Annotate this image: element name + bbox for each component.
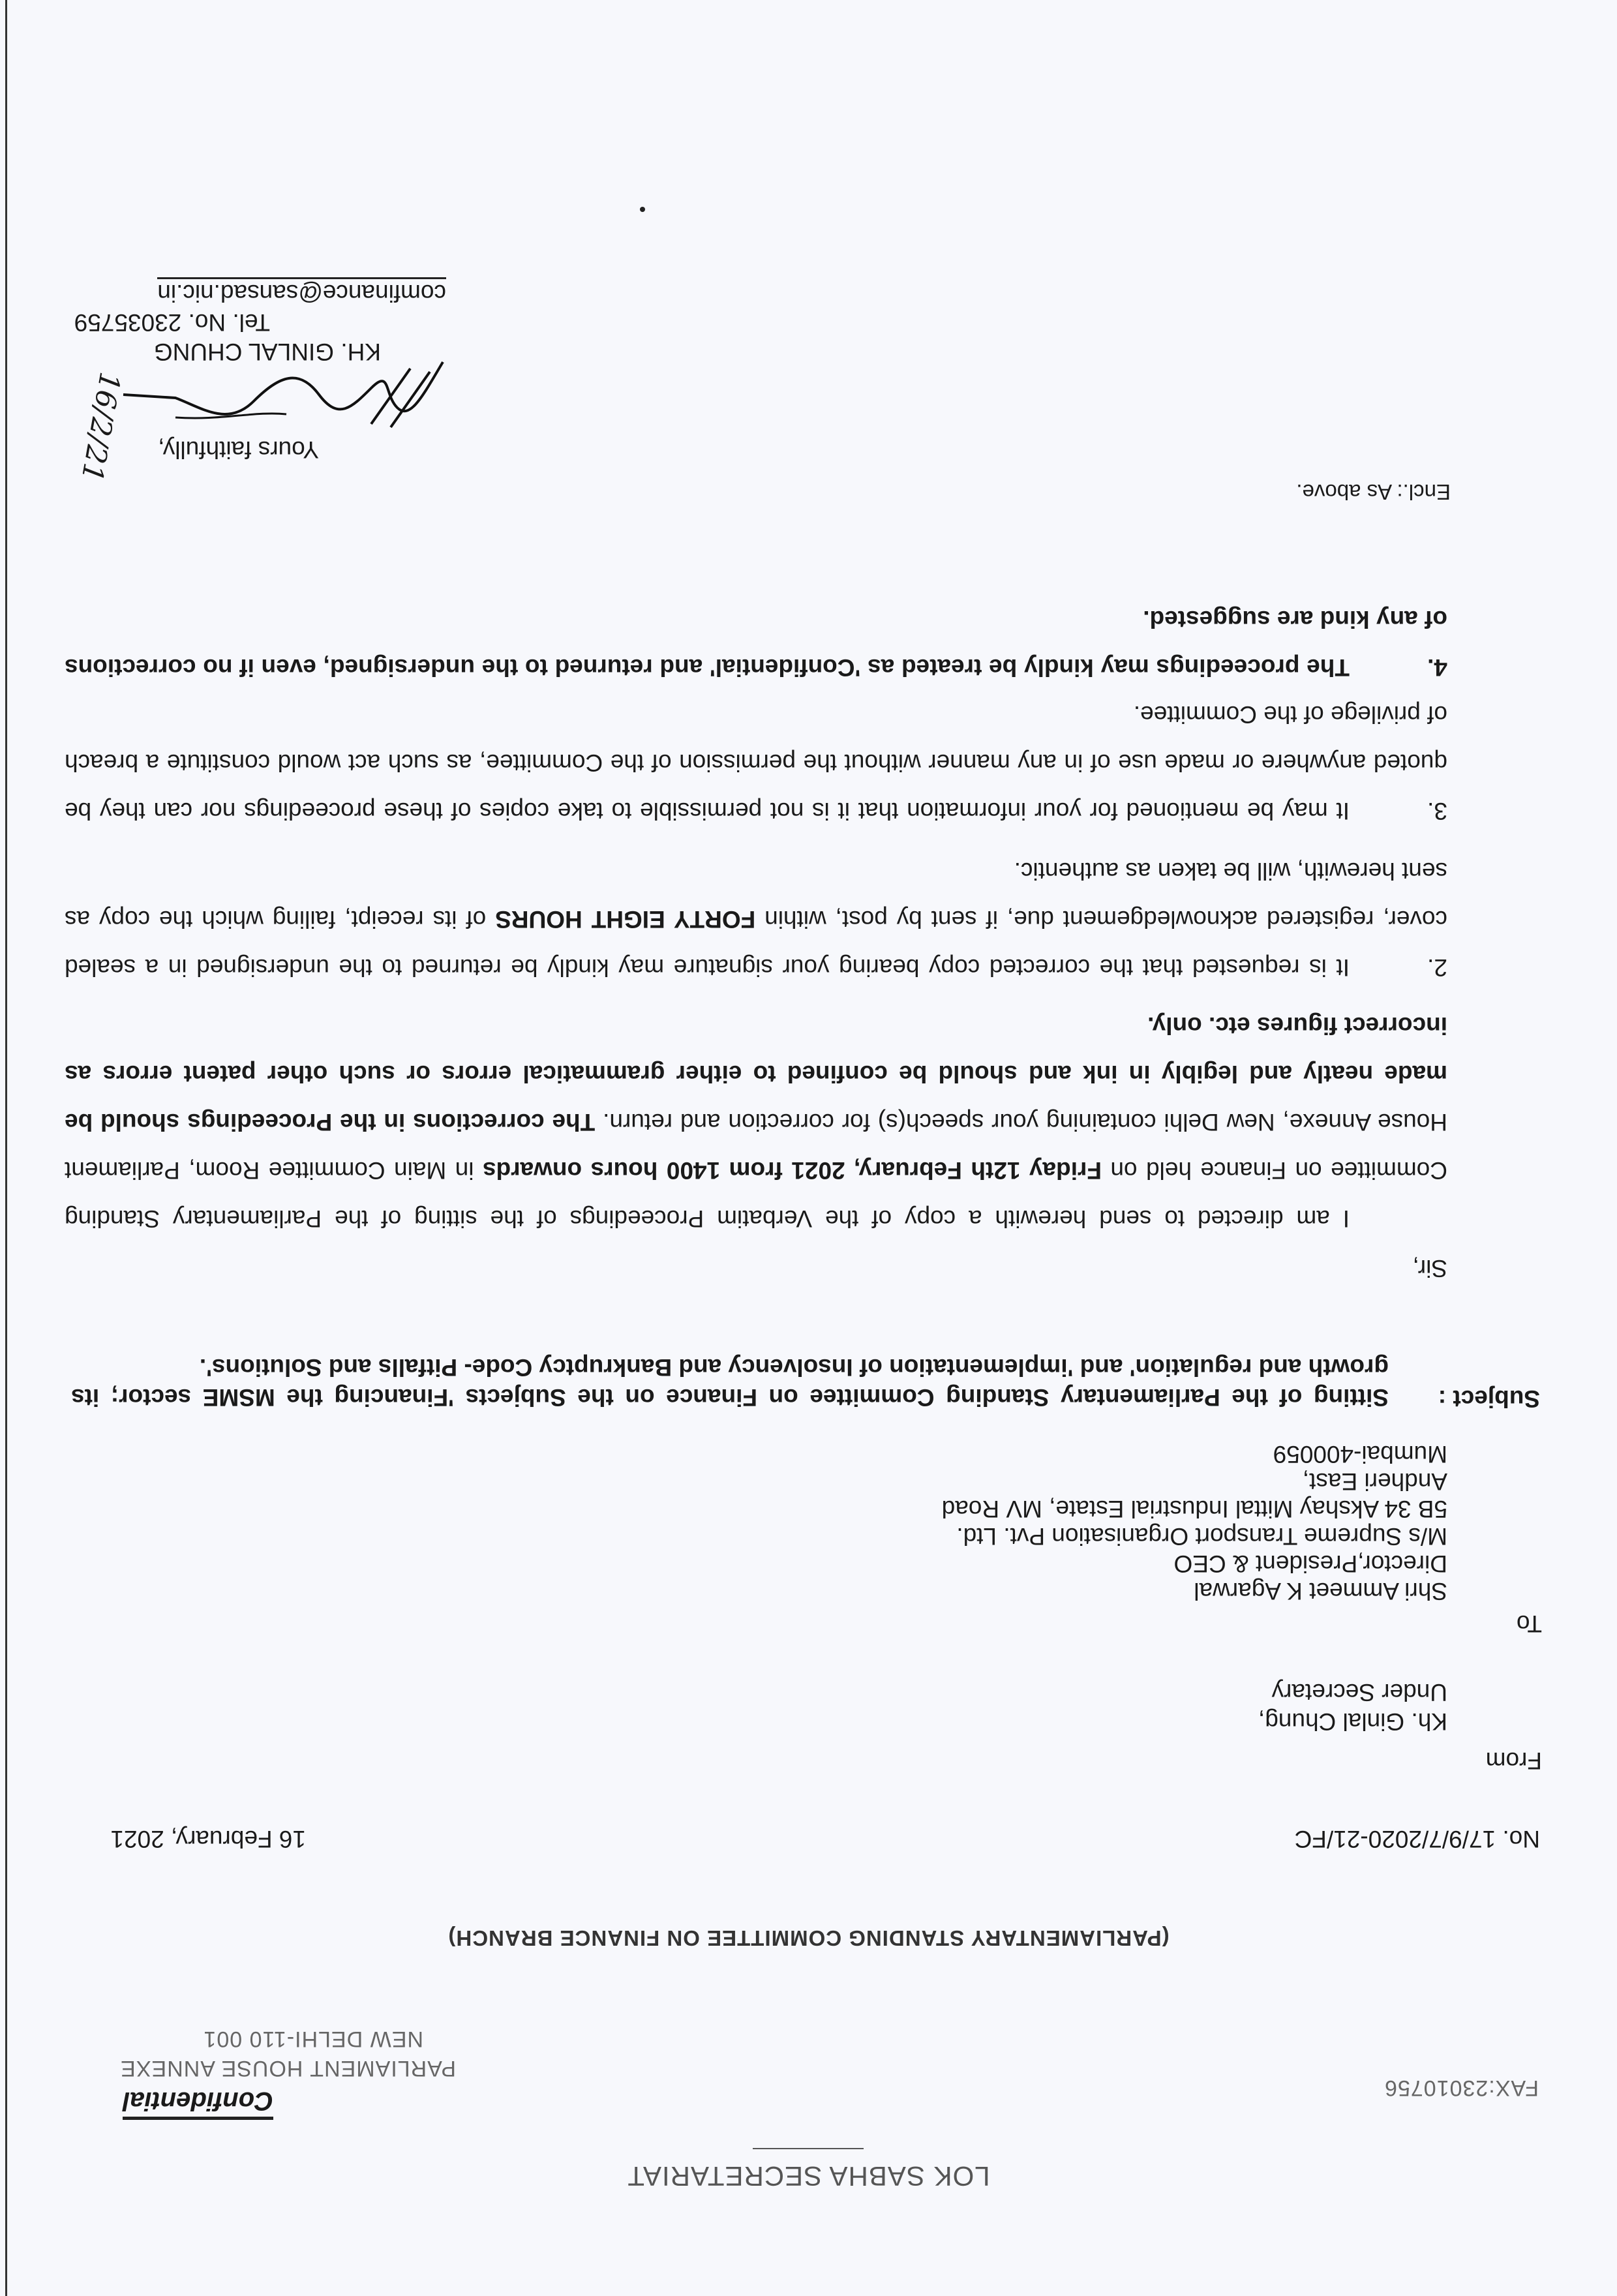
paragraph-3 [65, 690, 1447, 835]
from-designation: Under Secretary [1271, 1679, 1447, 1706]
p1-text-a: I am directed to send herewith a copy of the Verbatim Proceedings of the sitting of the Parliamentary Standing Committee on Finance held on [65, 1157, 1447, 1232]
recipient-line: Director,President & CEO [1173, 1550, 1447, 1577]
p1-instructions: The corrections in the Proceedings should be made neatly and legibly in ink and should be confined to either grammatical errors or such other patent errors as incorrect figures etc. only. [65, 1012, 1447, 1136]
p3-number: 3. [1427, 798, 1447, 824]
paragraph-2 [65, 847, 1447, 991]
p2-text-a: It is requested that the corrected copy bearing your signature may kindly be returned to the undersigned in a sealed cover, registered acknowledgement due, if sent by post, within [65, 906, 1447, 981]
reference-number: No. 17/9/7/2020-21/FC [1294, 1826, 1540, 1852]
fax-number: FAX:23010756 [1384, 2076, 1539, 2100]
p3-text: It may be mentioned for your information that it is not permissible to take copies of these proceedings nor can they be quoted anywhere or made use of in any manner without the permission of the Committee, as such act would constitute a breach of privilege of the Committee. [65, 701, 1447, 824]
to-label: To [1516, 1610, 1542, 1637]
letter-date: 16 February, 2021 [110, 1826, 306, 1852]
paragraph-4 [65, 595, 1447, 691]
p2-deadline: FORTY EIGHT HOURS [495, 906, 756, 933]
letterhead-rule [753, 2148, 864, 2149]
subject-label: Subject : [1438, 1385, 1540, 1412]
enclosure-note: Encl.: As above. [1296, 480, 1451, 504]
confidential-label: Confidential [123, 2086, 273, 2120]
speck-mark [640, 207, 645, 212]
subject-text: Sitting of the Parliamentary Standing Committee on Finance on the Subjects 'Financing the MSME sector; its growth and regulation' and 'implementation of Insolvency and Bankruptcy Code- Pitfalls and Solutions'. [71, 1354, 1389, 1411]
recipient-line: Mumbai-400059 [1273, 1441, 1447, 1468]
address-line-2: NEW DELHI-110 001 [203, 2027, 423, 2051]
p2-text-b: of its receipt, failing which the copy as sent herewith, will be taken as authentic. [64, 858, 1447, 933]
scan-edge-line [5, 0, 7, 2296]
valediction: Yours faithfully, [158, 436, 319, 463]
address-line-1: PARLIAMENT HOUSE ANNEXE [120, 2056, 456, 2081]
recipient-line: Andheri East, [1302, 1468, 1447, 1495]
recipient-line: 5B 34 Akshay Mittal Industrial Estate, MV Road [941, 1496, 1447, 1522]
signatory-name: KH. GINLAL CHUNG [153, 339, 381, 365]
signatory-email[interactable]: comfinance@sansad.nic.in [157, 277, 446, 307]
recipient-address [942, 1440, 1447, 1605]
p4-text: The proceedings may kindly be treated as 'Confidential' and returned to the undersigned, even if no corrections of any kind are suggested. [65, 606, 1447, 681]
p2-number: 2. [1427, 954, 1447, 981]
p4-number: 4. [1427, 654, 1447, 681]
letterhead-office: LOK SABHA SECRETARIAT [627, 2161, 990, 2192]
signatory-tel: Tel. No. 23035759 [74, 309, 270, 336]
from-label: From [1485, 1747, 1542, 1774]
p1-meeting-time: Friday 12th February, 2021 from 1400 hours onwards [482, 1157, 1102, 1184]
recipient-line: Shri Ammeet K Agarwal [1194, 1578, 1447, 1605]
paragraph-1 [65, 1001, 1447, 1243]
from-name: Kh. Ginlal Chung, [1258, 1708, 1447, 1735]
salutation: Sir, [1412, 1255, 1447, 1282]
recipient-line: M/s Supreme Transport Organisation Pvt. Ltd. [956, 1523, 1447, 1550]
handwritten-date: 16/2/21 [74, 369, 127, 485]
branch-heading: (PARLIAMENTARY STANDING COMMITTEE ON FINANCE BRANCH) [447, 1926, 1170, 1950]
p1-text-b: in Main Committee Room, Parliament House Annexe, New Delhi containing your speech(s) for correction and return. [64, 1109, 1447, 1184]
